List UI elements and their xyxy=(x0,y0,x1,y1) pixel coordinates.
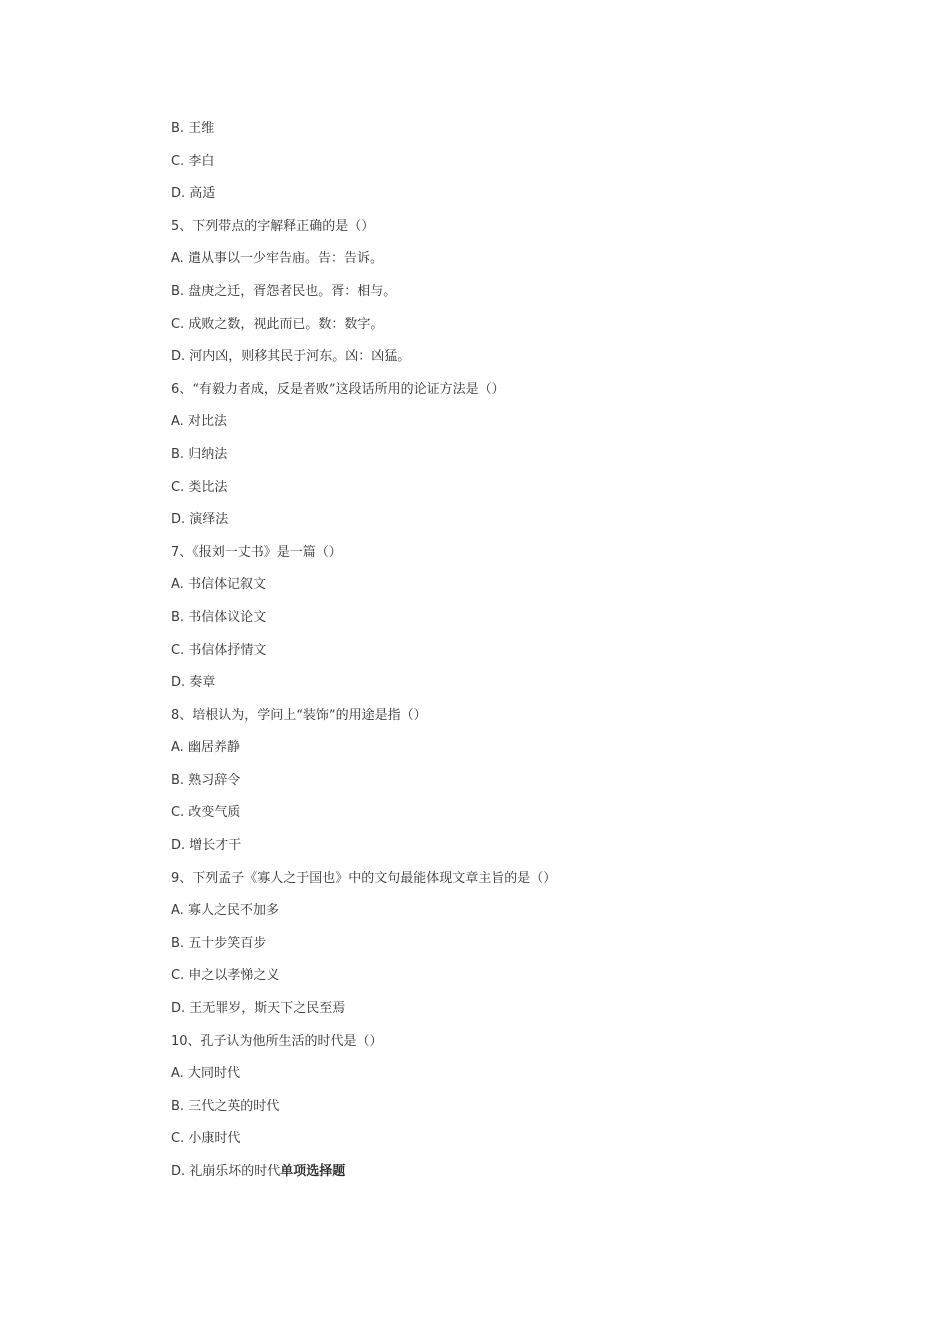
option-text: 李白 xyxy=(188,153,215,169)
answer-option xyxy=(171,477,871,510)
option-letter: B. xyxy=(171,283,189,299)
question-number: 9、 xyxy=(171,870,193,886)
question-stem xyxy=(171,1031,871,1064)
option-letter: C. xyxy=(171,1131,189,1147)
section-heading: 单项选择题 xyxy=(280,1164,346,1179)
answer-option xyxy=(171,444,871,477)
question-text: 《报刘一丈书》是一篇（） xyxy=(192,544,342,560)
answer-option xyxy=(171,183,871,216)
answer-option xyxy=(171,346,871,379)
question-number: 5、 xyxy=(171,218,193,234)
option-letter: D. xyxy=(171,349,190,365)
option-letter: D. xyxy=(171,838,190,854)
question-list xyxy=(171,118,871,1194)
option-text: 王维 xyxy=(188,121,215,136)
answer-option xyxy=(171,248,871,281)
question-text: 下列孟子《寡人之于国也》中的文句最能体现文章主旨的是（） xyxy=(192,870,557,886)
option-letter: C. xyxy=(171,479,189,495)
option-letter: D. xyxy=(171,512,190,528)
option-text: 成败之数，视此而已。数：数字。 xyxy=(188,316,384,332)
option-letter: A. xyxy=(171,740,188,756)
answer-option xyxy=(171,1063,871,1096)
answer-option xyxy=(171,802,871,835)
option-text: 书信体议论文 xyxy=(188,609,267,625)
option-letter: A. xyxy=(171,251,188,267)
answer-option xyxy=(171,672,871,705)
option-text: 增长才干 xyxy=(189,838,242,854)
option-text: 王无罪岁，斯天下之民至焉 xyxy=(189,1001,346,1017)
answer-option xyxy=(171,770,871,803)
question-number: 8、 xyxy=(171,707,193,723)
option-letter: B. xyxy=(171,121,189,136)
answer-option xyxy=(171,835,871,868)
option-text: 熟习辞令 xyxy=(188,772,241,788)
option-text: 对比法 xyxy=(187,414,227,430)
answer-option xyxy=(171,281,871,314)
answer-option xyxy=(171,118,871,151)
question-number: 6、 xyxy=(171,381,193,397)
option-text: 寡人之民不加多 xyxy=(187,903,279,919)
question-text: 培根认为，学问上“装饰”的用途是指（） xyxy=(192,707,427,723)
answer-option xyxy=(171,1128,871,1161)
option-letter: C. xyxy=(171,642,189,658)
answer-option xyxy=(171,737,871,770)
question-stem xyxy=(171,868,871,901)
option-text: 改变气质 xyxy=(188,805,241,821)
option-letter: D. xyxy=(171,1164,190,1179)
answer-option xyxy=(171,1096,871,1129)
question-text: “有毅力者成，反是者败”这段话所用的论证方法是（） xyxy=(192,381,505,397)
option-text: 遣从事以一少牢告庙。告：告诉。 xyxy=(187,251,383,267)
question-stem xyxy=(171,542,871,575)
answer-option xyxy=(171,607,871,640)
answer-option xyxy=(171,900,871,933)
option-letter: B. xyxy=(171,935,189,951)
answer-option xyxy=(171,411,871,444)
answer-option xyxy=(171,314,871,347)
option-text: 盘庚之迁，胥怨者民也。胥：相与。 xyxy=(188,283,397,299)
option-letter: A. xyxy=(171,903,188,919)
option-letter: D. xyxy=(171,1001,190,1017)
option-text: 五十步笑百步 xyxy=(188,935,267,951)
answer-option xyxy=(171,1161,871,1194)
question-stem xyxy=(171,216,871,249)
answer-option xyxy=(171,574,871,607)
answer-option xyxy=(171,640,871,673)
option-letter: D. xyxy=(171,186,190,202)
answer-option xyxy=(171,933,871,966)
question-text: 下列带点的字解释正确的是（） xyxy=(192,218,375,234)
option-letter: D. xyxy=(171,675,190,691)
question-text: 孔子认为他所生活的时代是（） xyxy=(200,1033,383,1049)
option-text: 归纳法 xyxy=(188,446,228,462)
option-text: 河内凶，则移其民于河东。凶：凶猛。 xyxy=(189,349,411,365)
question-stem xyxy=(171,705,871,738)
option-letter: A. xyxy=(171,414,188,430)
option-text: 高适 xyxy=(189,186,216,202)
option-text: 书信体抒情文 xyxy=(188,642,267,658)
option-letter: B. xyxy=(171,772,189,788)
option-letter: A. xyxy=(171,577,188,593)
option-letter: A. xyxy=(171,1066,188,1082)
answer-option xyxy=(171,998,871,1031)
option-letter: C. xyxy=(171,805,189,821)
answer-option xyxy=(171,509,871,542)
option-letter: B. xyxy=(171,609,189,625)
question-stem xyxy=(171,379,871,412)
option-letter: C. xyxy=(171,316,189,332)
option-text: 大同时代 xyxy=(187,1066,240,1082)
option-text: 小康时代 xyxy=(188,1131,241,1147)
question-number: 10、 xyxy=(171,1033,201,1049)
option-text: 类比法 xyxy=(188,479,228,495)
option-letter: B. xyxy=(171,1098,189,1114)
option-letter: B. xyxy=(171,446,189,462)
option-letter: C. xyxy=(171,968,189,984)
answer-option xyxy=(171,151,871,184)
option-text: 申之以孝悌之义 xyxy=(188,968,280,984)
option-letter: C. xyxy=(171,153,189,169)
answer-option xyxy=(171,965,871,998)
question-number: 7、 xyxy=(171,544,193,560)
option-text: 书信体记叙文 xyxy=(187,577,266,593)
option-text: 礼崩乐坏的时代 xyxy=(189,1164,281,1179)
option-text: 演绎法 xyxy=(189,512,229,528)
option-text: 三代之英的时代 xyxy=(188,1098,280,1114)
option-text: 奏章 xyxy=(189,675,216,691)
option-text: 幽居养静 xyxy=(187,740,240,756)
